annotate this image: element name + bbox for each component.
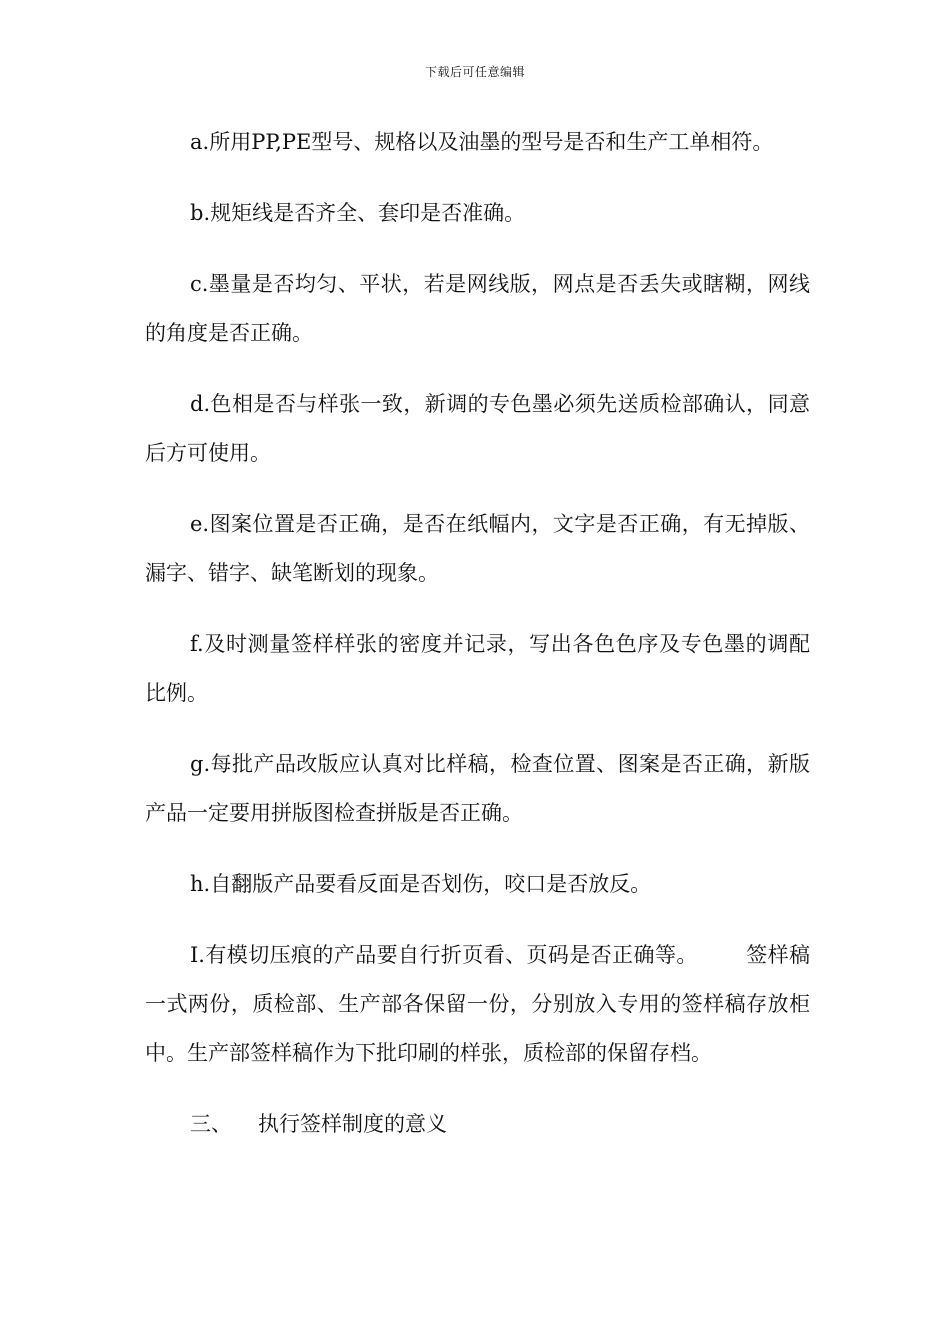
list-item-a: a.所用PP,PE型号、规格以及油墨的型号是否和生产工单相符。 — [190, 130, 774, 154]
section-heading — [145, 1100, 810, 1149]
list-item-d: d.色相是否与样张一致，新调的专色墨必须先送质检部确认，同意后方可使用。 — [145, 392, 810, 465]
section-number: 三、 — [190, 1112, 232, 1136]
list-item-i-part1: I.有模切压痕的产品要自行折页看、页码是否正确等。 — [190, 943, 698, 967]
list-item-h: h.自翻版产品要看反面是否划伤，咬口是否放反。 — [190, 872, 652, 896]
section-title: 执行签样制度的意义 — [258, 1112, 447, 1136]
list-item-g: g.每批产品改版应认真对比样稿，检查位置、图案是否正确，新版产品一定要用拼版图检查拼版是否正确。 — [145, 752, 810, 825]
document-body — [145, 118, 810, 1171]
list-item-f: f.及时测量签样样张的密度并记录，写出各色色序及专色墨的调配比例。 — [145, 632, 810, 705]
list-item-b: b.规矩线是否齐全、套印是否准确。 — [190, 201, 526, 225]
list-item-i — [145, 931, 810, 1078]
list-item-e: e.图案位置是否正确，是否在纸幅内，文字是否正确，有无掉版、漏字、错字、缺笔断划的现象。 — [145, 512, 810, 585]
list-item-c: c.墨量是否均匀、平状，若是网线版，网点是否丢失或瞎糊，网线的角度是否正确。 — [145, 272, 810, 345]
list-item-i-part2: 签样稿一式两份，质检部、生产部各保留一份，分别放入专用的签样稿存放柜中。生产部签样稿作为下批印刷的样张，质检部的保留存档。 — [145, 943, 811, 1065]
page-header-note: 下载后可任意编辑 — [424, 65, 525, 79]
